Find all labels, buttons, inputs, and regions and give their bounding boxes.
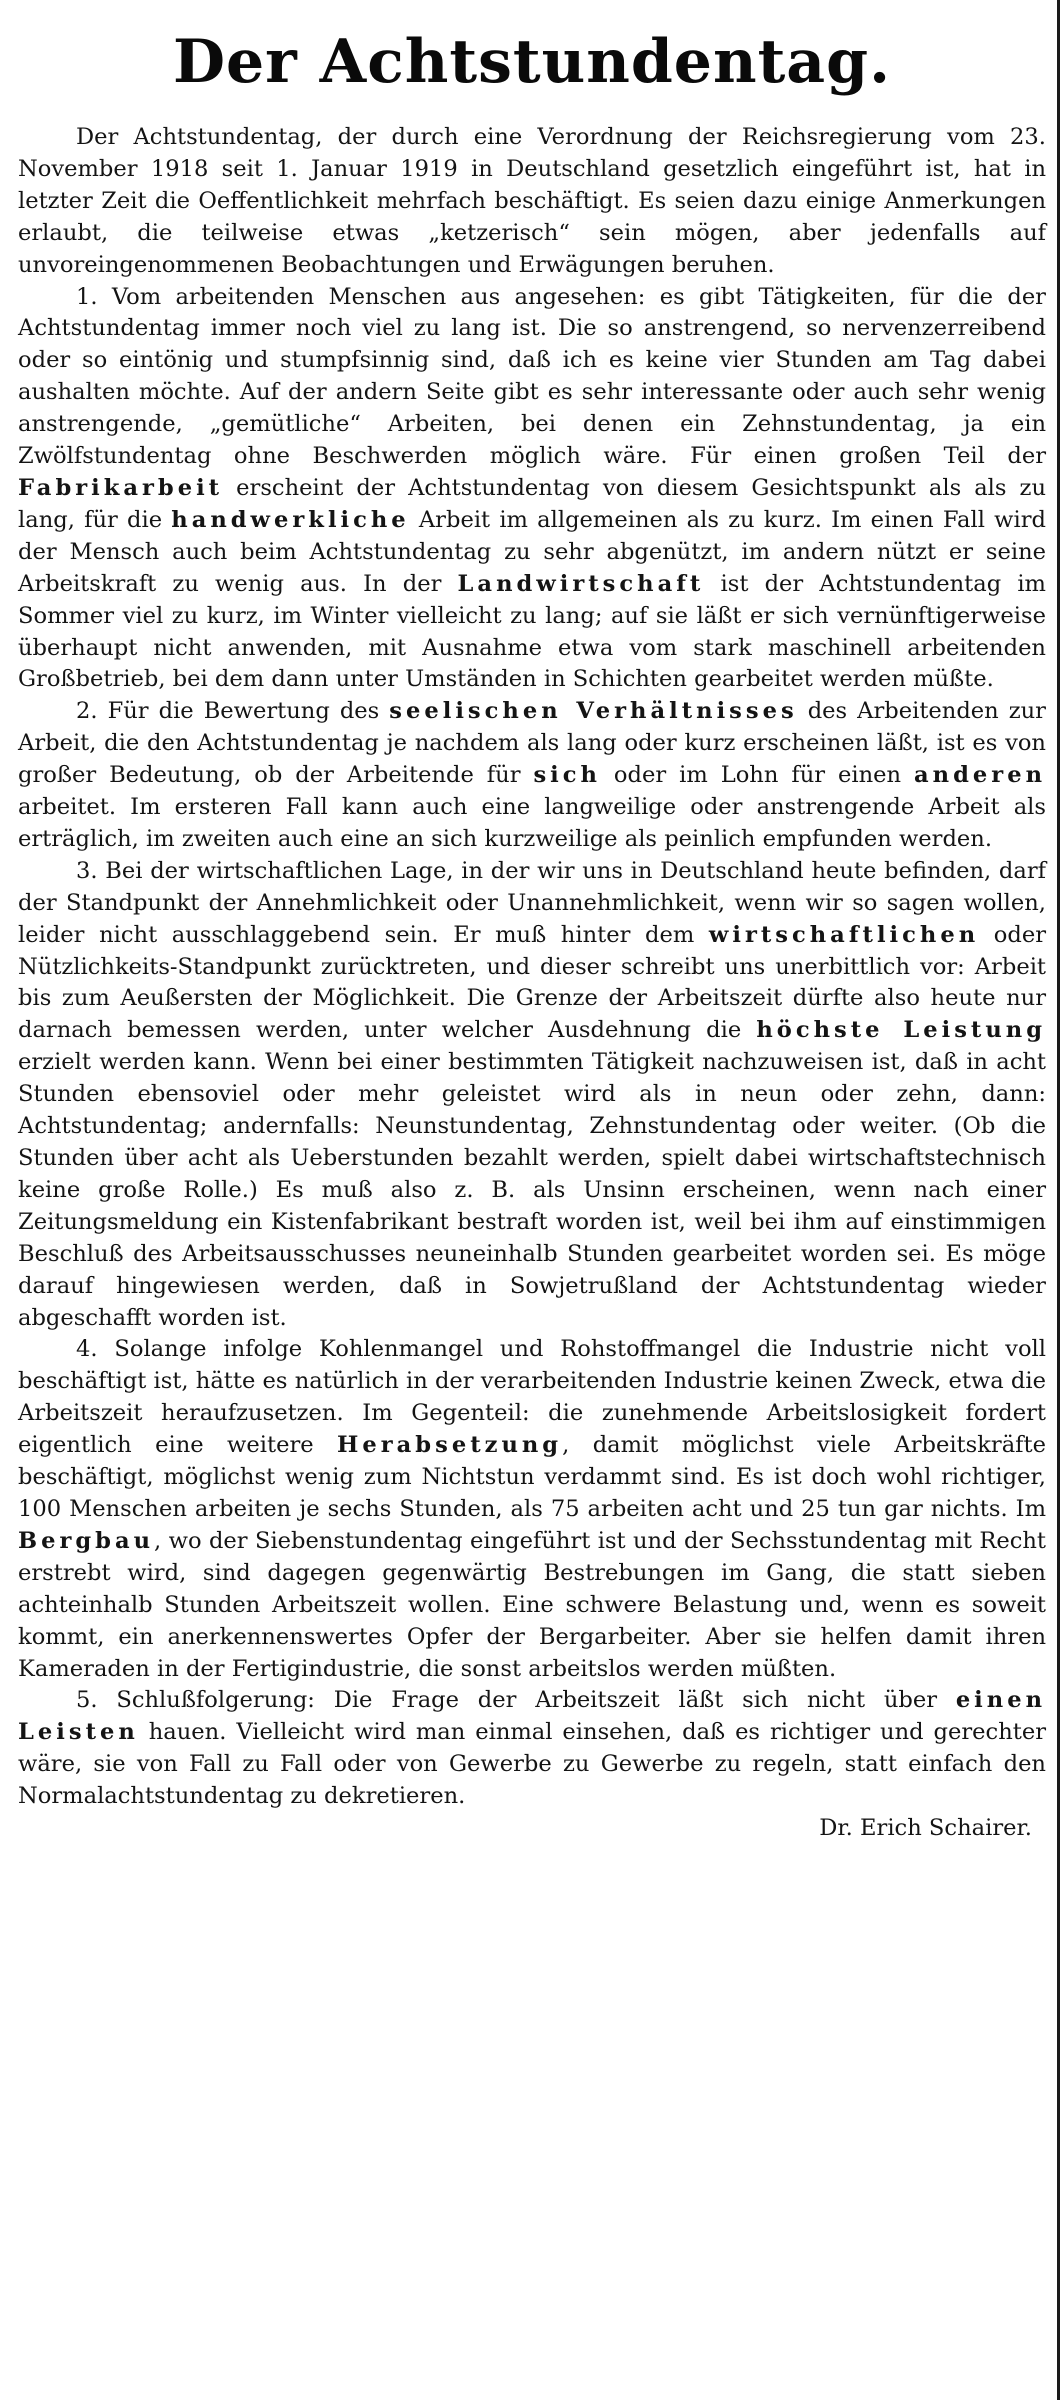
paragraph-text: 2. Für die Bewertung des <box>76 698 390 725</box>
point-1-paragraph <box>18 282 1046 697</box>
intro-paragraph <box>18 122 1046 282</box>
paragraph-text: , wo der Siebenstundentag eingeführt ist und der Sechsstundentag mit Recht erstrebt wird, sind dagegen gegenwärtig Bestrebungen im Gang, die statt sieben achteinhalb Stunden Arbeitszeit wollen. Eine schwere Belastung und, wenn es soweit kommt, ein anerkennenswertes Opfer der Bergarbeiter. Aber sie helfen damit ihren Kameraden in der Fertigindustrie, die sonst arbeitslos werden müßten. <box>18 1527 1046 1682</box>
emphasis-spaced: Fabrikarbeit <box>18 474 224 501</box>
emphasis-spaced: sich <box>533 762 601 789</box>
emphasis-spaced: handwerkliche <box>171 506 410 533</box>
paragraph-text: erzielt werden kann. Wenn bei einer bestimmten Tätigkeit nachzuweisen ist, daß in acht Stunden ebensoviel oder mehr geleistet wird als in neun oder zehn, dann: Achtstundentag; andernfalls: Neunstundentag, Zehnstundentag oder weiter. (Ob die Stunden über acht als Ueberstunden bezahlt werden, spielt dabei wirtschaftstechnisch keine große Rolle.) Es muß also z. B. als Unsinn erscheinen, wenn nach einer Zeitungsmeldung ein Kistenfabrikant bestraft worden ist, weil bei ihm auf einstimmigen Beschluß des Arbeitsausschusses neuneinhalb Stunden gearbeitet worden sei. Es möge darauf hingewiesen werden, daß in Sowjetrußland der Achtstundentag wieder abgeschafft worden ist. <box>18 1049 1046 1331</box>
paragraph-text: 5. Schlußfolgerung: Die Frage der Arbeitszeit läßt sich nicht über <box>76 1687 956 1714</box>
article-title: Der Achtstundentag. <box>172 27 892 97</box>
paragraph-text: Der Achtstundentag, der durch eine Verordnung der Reichsregierung vom 23. November 1918 seit 1. Januar 1919 in Deutschland gesetzlich eingeführt ist, hat in letzter Zeit die Oeffentlichkeit mehrfach beschäftigt. Es seien dazu einige Anmerkungen erlaubt, die teilweise etwas „ketzerisch“ sein mögen, aber jedenfalls auf unvoreingenommenen Beobachtungen und Erwägungen beruhen. <box>18 124 1046 278</box>
point-3-paragraph <box>18 856 1046 1335</box>
emphasis-spaced: Landwirtschaft <box>457 570 705 597</box>
paragraph-text: hauen. Vielleicht wird man einmal einsehen, daß es richtiger und gerechter wäre, sie von Fall zu Fall oder von Gewerbe zu Gewerbe zu regeln, statt einfach den Normalachtstundentag zu dekretieren. <box>18 1719 1046 1810</box>
article-body <box>18 122 1046 1845</box>
emphasis-spaced: wirtschaftlichen <box>708 921 980 948</box>
author-signature: Dr. Erich Schairer. <box>819 1815 1032 1842</box>
paragraph-text: 4. Solange infolge Kohlenmangel und Rohstoffmangel die Industrie nicht voll beschäftigt ist, hätte es natürlich in der verarbeitenden Industrie keinen Zweck, etwa die Arbeitszeit heraufzusetzen. Im Gegenteil: die zunehmende Arbeitslosigkeit fordert eigentlich eine weitere <box>18 1336 1046 1459</box>
paragraph-text: , damit möglichst viele Arbeitskräfte beschäftigt, möglichst wenig zum Nichtstun verdammt sind. Es ist doch wohl richtiger, 100 Menschen arbeiten je sechs Stunden, als 75 arbeiten acht und 25 tun gar nichts. Im <box>18 1432 1046 1522</box>
emphasis-spaced: Herabsetzung <box>337 1432 563 1459</box>
paragraph-text: 1. Vom arbeitenden Menschen aus angesehen: es gibt Tätigkeiten, für die der Achtstundentag immer noch viel zu lang ist. Die so anstrengend, so nervenzerreibend oder so eintönig und stumpfsinnig sind, daß ich es keine vier Stunden am Tag dabei aushalten möchte. Auf der andern Seite gibt es sehr interessante oder auch sehr wenig anstrengende, „gemütliche“ Arbeiten, bei denen ein Zehnstundentag, ja ein Zwölfstundentag ohne Beschwerden möglich wäre. Für einen großen Teil der <box>18 283 1046 470</box>
paragraph-text: des Arbeitenden zur Arbeit, die den Achtstundentag je nachdem als lang oder kurz erscheinen läßt, ist es von großer Bedeutung, ob der Arbeitende für <box>18 698 1046 789</box>
paragraph-text: arbeitet. Im ersteren Fall kann auch eine langweilige oder anstrengende Arbeit als erträglich, im zweiten auch eine an sich kurzweilige als peinlich empfunden werden. <box>18 794 1046 852</box>
paragraph-text: oder im Lohn für einen <box>600 762 915 789</box>
emphasis-spaced: anderen <box>914 762 1046 789</box>
paragraph-text: ist der Achtstundentag im Sommer viel zu kurz, im Winter vielleicht zu lang; auf sie läßt er sich vernünftigerweise überhaupt nicht anwenden, mit Ausnahme etwa vom stark maschinell arbeitenden Großbetrieb, bei dem dann unter Umständen in Schichten gearbeitet werden müßte. <box>18 570 1046 693</box>
paragraph-text: oder Nützlichkeits-Standpunkt zurücktreten, und dieser schreibt uns unerbittlich vor: Arbeit bis zum Aeußersten der Möglichkeit. Die Grenze der Arbeitszeit dürfte also heute nur darnach bemessen werden, unter welcher Ausdehnung die <box>18 921 1047 1044</box>
point-2-paragraph <box>18 696 1046 856</box>
point-5-paragraph <box>18 1685 1046 1813</box>
emphasis-spaced: einen Leisten <box>18 1687 1046 1746</box>
emphasis-spaced: seelischen Verhältnisses <box>389 698 798 725</box>
paragraph-text: Arbeit im allgemeinen als zu kurz. Im einen Fall wird der Mensch auch beim Achtstundentag zu sehr abgenützt, im andern nützt er seine Arbeitskraft zu wenig aus. In der <box>18 506 1046 597</box>
point-4-paragraph <box>18 1334 1046 1685</box>
column-rule <box>1057 0 1060 2400</box>
paragraph-text: erscheint der Achtstundentag von diesem Gesichtspunkt als als zu lang, für die <box>18 474 1046 533</box>
paragraph-text: 3. Bei der wirtschaftlichen Lage, in der wir uns in Deutschland heute befinden, darf der Standpunkt der Annehmlichkeit oder Unannehmlichkeit, wenn wir so sagen wollen, leider nicht ausschlaggebend sein. Er muß hinter dem <box>18 857 1046 948</box>
emphasis-spaced: höchste Leistung <box>756 1017 1046 1044</box>
emphasis-spaced: Bergbau <box>18 1527 155 1554</box>
